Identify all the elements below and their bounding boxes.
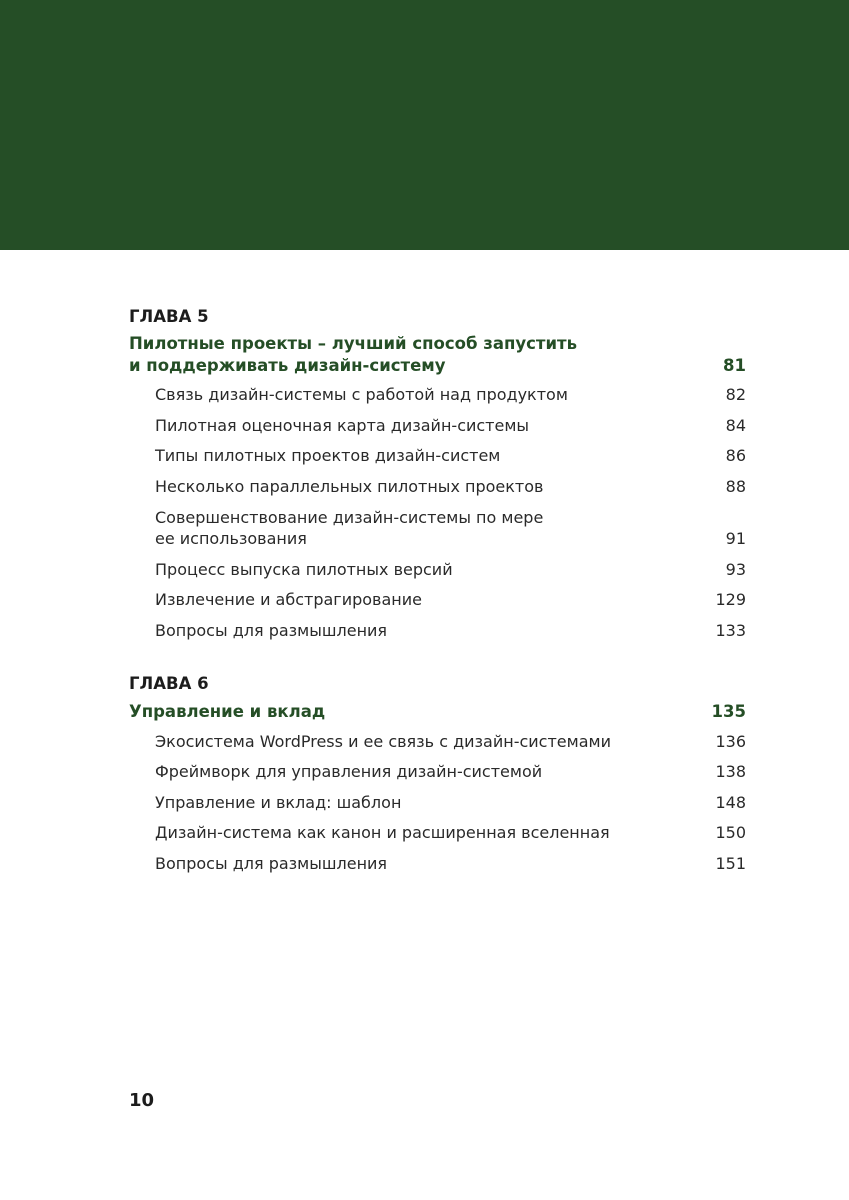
toc-entry-page: 88 [725,477,746,496]
header-color-band [0,0,849,250]
toc-entry-page: 136 [715,732,746,751]
toc-entry-title: Управление и вклад: шаблон [155,793,402,812]
toc-entry-page: 91 [725,529,746,548]
chapter-page: 135 [711,702,746,721]
toc-entry-page: 148 [715,793,746,812]
toc-entry-title: Вопросы для размышления [155,621,388,640]
toc-entry[interactable] [155,507,746,549]
toc-entry[interactable] [155,761,746,782]
toc-entry-page: 93 [725,560,746,579]
toc-entry-page: 84 [725,416,746,435]
chapter-label: ГЛАВА 5 [129,307,209,326]
toc-entry-title: Фреймворк для управления дизайн-системой [155,762,543,781]
toc-entry[interactable] [155,415,746,436]
toc-entry-page: 138 [715,762,746,781]
toc-entry[interactable] [155,559,746,580]
toc-entry-title-line: ее использования [155,529,307,548]
toc-entry-title-line: Совершенствование дизайн-системы по мере [155,508,544,527]
toc-entry[interactable] [155,822,746,843]
toc-entry-title: Дизайн-система как канон и расширенная вселенная [155,823,610,842]
toc-entry[interactable] [155,589,746,610]
chapter-title-line: Пилотные проекты – лучший способ запустить [129,334,578,353]
toc-entry-title: Связь дизайн-системы с работой над продуктом [155,385,568,404]
chapter-label: ГЛАВА 6 [129,674,209,693]
toc-entry-title: Пилотная оценочная карта дизайн-системы [155,416,530,435]
toc-entry-page: 151 [715,854,746,873]
toc-entry-page: 86 [725,446,746,465]
toc-entry-page: 133 [715,621,746,640]
toc-entry[interactable] [155,792,746,813]
chapter-title-line: Управление и вклад [129,702,326,721]
toc-entry-page: 150 [715,823,746,842]
toc-entry-title: Несколько параллельных пилотных проектов [155,477,544,496]
chapter-page: 81 [723,356,746,375]
toc-entry[interactable] [155,476,746,497]
toc-entry-title: Типы пилотных проектов дизайн-систем [155,446,501,465]
toc-entry[interactable] [155,445,746,466]
toc-entry[interactable] [155,620,746,641]
chapter-title[interactable] [129,333,746,377]
toc-entry-title: Процесс выпуска пилотных версий [155,560,453,579]
chapter-title[interactable] [129,701,746,723]
toc-entry-page: 129 [715,590,746,609]
chapter-title-line: и поддерживать дизайн-систему [129,356,446,375]
page-number: 10 [129,1090,155,1111]
toc-entry-page: 82 [725,385,746,404]
toc-entry-title: Вопросы для размышления [155,854,388,873]
toc-entry-title: Извлечение и абстрагирование [155,590,422,609]
toc-entry[interactable] [155,853,746,874]
toc-entry-title: Экосистема WordPress и ее связь с дизайн-системами [155,732,611,751]
toc-entry[interactable] [155,731,746,752]
toc-entry[interactable] [155,384,746,405]
